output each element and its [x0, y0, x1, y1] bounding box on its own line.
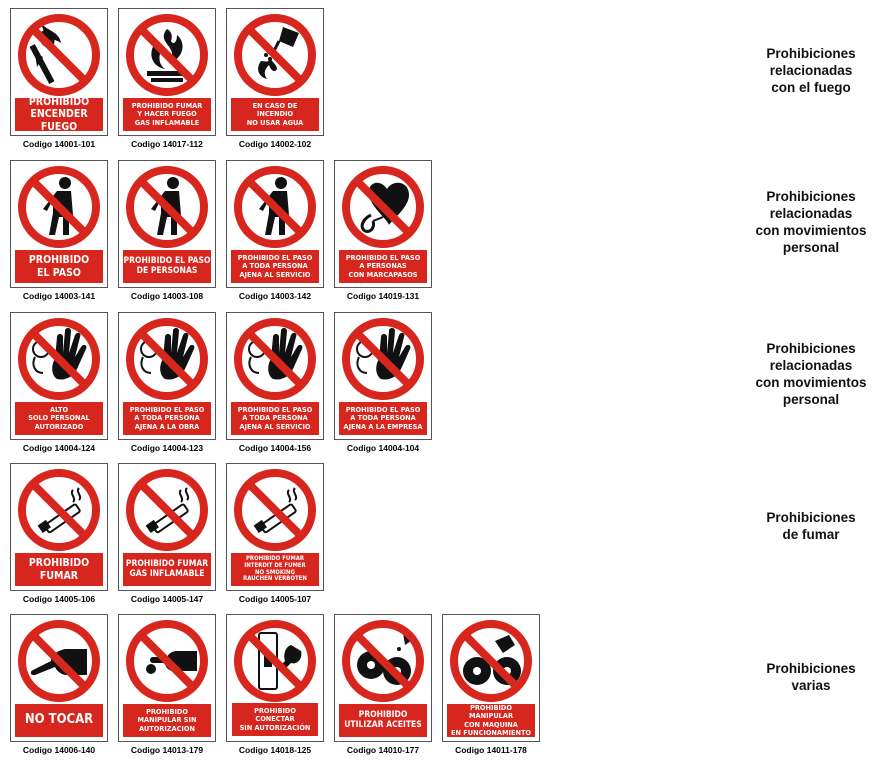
sign-label: PROHIBIDO EL PASO A TODA PERSONA AJENA AL SERVICIO [231, 402, 319, 435]
category-heading: Prohibiciones relacionadas con movimientos personal [755, 189, 867, 255]
sign-label: PROHIBIDO UTILIZAR ACEITES [339, 704, 427, 737]
prohibition-sign [118, 463, 216, 604]
prohibition-sign [10, 463, 108, 604]
sign-code: Codigo 14019-131 [346, 291, 420, 301]
category-heading: Prohibiciones varias [766, 661, 856, 693]
hand-gears-icon [449, 619, 533, 703]
stop-hand-icon [125, 317, 209, 401]
sign-code: Codigo 14003-108 [130, 291, 204, 301]
prohibition-sign [10, 8, 108, 149]
pointing-hand-icon [17, 619, 101, 703]
sign-plate [442, 614, 540, 742]
match-flame-icon [17, 13, 101, 97]
prohibition-sign [442, 614, 540, 755]
sign-plate [118, 463, 216, 591]
stop-hand-icon [341, 317, 425, 401]
prohibition-sign [118, 312, 216, 453]
prohibition-sign [118, 160, 216, 301]
sign-plate [118, 614, 216, 742]
sign-plate [226, 8, 324, 136]
sign-code: Codigo 14004-123 [130, 443, 204, 453]
sign-code: Codigo 14006-140 [22, 745, 96, 755]
category-heading: Prohibiciones relacionadas con el fuego [766, 46, 856, 95]
sign-code: Codigo 14011-178 [455, 745, 527, 755]
sign-code: Codigo 14005-147 [130, 594, 204, 604]
sign-code: Codigo 14018-125 [238, 745, 312, 755]
sign-code: Codigo 14003-142 [238, 291, 312, 301]
sign-code: Codigo 14004-124 [22, 443, 96, 453]
prohibition-sign [226, 463, 324, 604]
open-flame-icon [125, 13, 209, 97]
sign-label: PROHIBIDO ENCENDER FUEGO [15, 98, 103, 131]
prohibition-sign [226, 8, 324, 149]
stop-hand-icon [17, 317, 101, 401]
sign-label: PROHIBIDO EL PASO A TODA PERSONA AJENA AL SERVICIO [231, 250, 319, 283]
sign-label: PROHIBIDO FUMAR Y HACER FUEGO GAS INFLAMABLE [123, 98, 211, 131]
prohibition-sign [10, 312, 108, 453]
sign-plate [118, 312, 216, 440]
sign-code: Codigo 14004-156 [238, 443, 312, 453]
cigarette-icon [233, 468, 317, 552]
prohibition-sign [334, 614, 432, 755]
prohibition-sign [334, 160, 432, 301]
sign-plate [10, 160, 108, 288]
category-heading: Prohibiciones de fumar [766, 510, 856, 542]
sign-plate [334, 160, 432, 288]
sign-plate [118, 8, 216, 136]
sign-label: ALTO SOLO PERSONAL AUTORIZADO [15, 402, 103, 435]
stop-hand-icon [233, 317, 317, 401]
sign-plate [118, 160, 216, 288]
sign-label: PROHIBIDO EL PASO [15, 250, 103, 283]
walking-person-icon [125, 165, 209, 249]
walking-person-icon [17, 165, 101, 249]
pacemaker-heart-icon [341, 165, 425, 249]
prohibition-sign [10, 160, 108, 301]
water-on-fire-icon [233, 13, 317, 97]
prohibition-sign [226, 312, 324, 453]
sign-plate [226, 614, 324, 742]
sign-code: Codigo 14005-106 [22, 594, 96, 604]
oil-gears-icon [341, 619, 425, 703]
sign-label: NO TOCAR [15, 704, 103, 737]
sign-label: PROHIBIDO EL PASO A TODA PERSONA AJENA A LA OBRA [123, 402, 211, 435]
walking-person-icon [233, 165, 317, 249]
prohibition-sign [226, 160, 324, 301]
category-heading: Prohibiciones relacionadas con movimientos personal [755, 341, 867, 407]
sign-plate [10, 463, 108, 591]
sign-plate [10, 8, 108, 136]
plug-switch-icon [233, 619, 317, 703]
sign-code: Codigo 14002-102 [238, 139, 312, 149]
prohibition-sign [226, 614, 324, 755]
sign-code: Codigo 14005-107 [238, 594, 312, 604]
prohibition-sign [10, 614, 108, 755]
sign-label: PROHIBIDO EL PASO DE PERSONAS [123, 250, 211, 283]
hand-manipulate-icon [125, 619, 209, 703]
cigarette-icon [17, 468, 101, 552]
sign-label: PROHIBIDO MANIPULAR SIN AUTORIZACION [123, 704, 211, 737]
sign-plate [10, 614, 108, 742]
sign-plate [334, 614, 432, 742]
sign-code: Codigo 14003-141 [22, 291, 96, 301]
sign-plate [226, 463, 324, 591]
sign-plate [226, 160, 324, 288]
sign-label: PROHIBIDO FUMAR [15, 553, 103, 586]
sign-plate [226, 312, 324, 440]
sign-label: PROHIBIDO FUMAR INTERDIT DE FUMER NO SMOKING RAUCHEN VERBOTEN [231, 553, 319, 586]
sign-plate [334, 312, 432, 440]
prohibition-sign [118, 614, 216, 755]
sign-label: PROHIBIDO EL PASO A PERSONAS CON MARCAPASOS [339, 250, 427, 283]
sign-label: PROHIBIDO EL PASO A TODA PERSONA AJENA A LA EMPRESA [339, 402, 427, 435]
sign-label: EN CASO DE INCENDIO NO USAR AGUA [231, 98, 319, 131]
sign-code: Codigo 14001-101 [22, 139, 96, 149]
sign-code: Codigo 14004-104 [346, 443, 420, 453]
sign-code: Codigo 14013-179 [130, 745, 204, 755]
prohibition-sign [118, 8, 216, 149]
sign-code: Codigo 14017-112 [131, 139, 203, 149]
sign-plate [10, 312, 108, 440]
sign-code: Codigo 14010-177 [346, 745, 420, 755]
sign-label: PROHIBIDO FUMAR GAS INFLAMABLE [123, 553, 211, 586]
prohibition-sign [334, 312, 432, 453]
sign-label: PROHIBIDO CONECTAR SIN AUTORIZACIÓN [231, 702, 319, 737]
sign-label: PROHIBIDO MANIPULAR CON MAQUINA EN FUNCIONAMIENTO [447, 704, 535, 737]
cigarette-icon [125, 468, 209, 552]
